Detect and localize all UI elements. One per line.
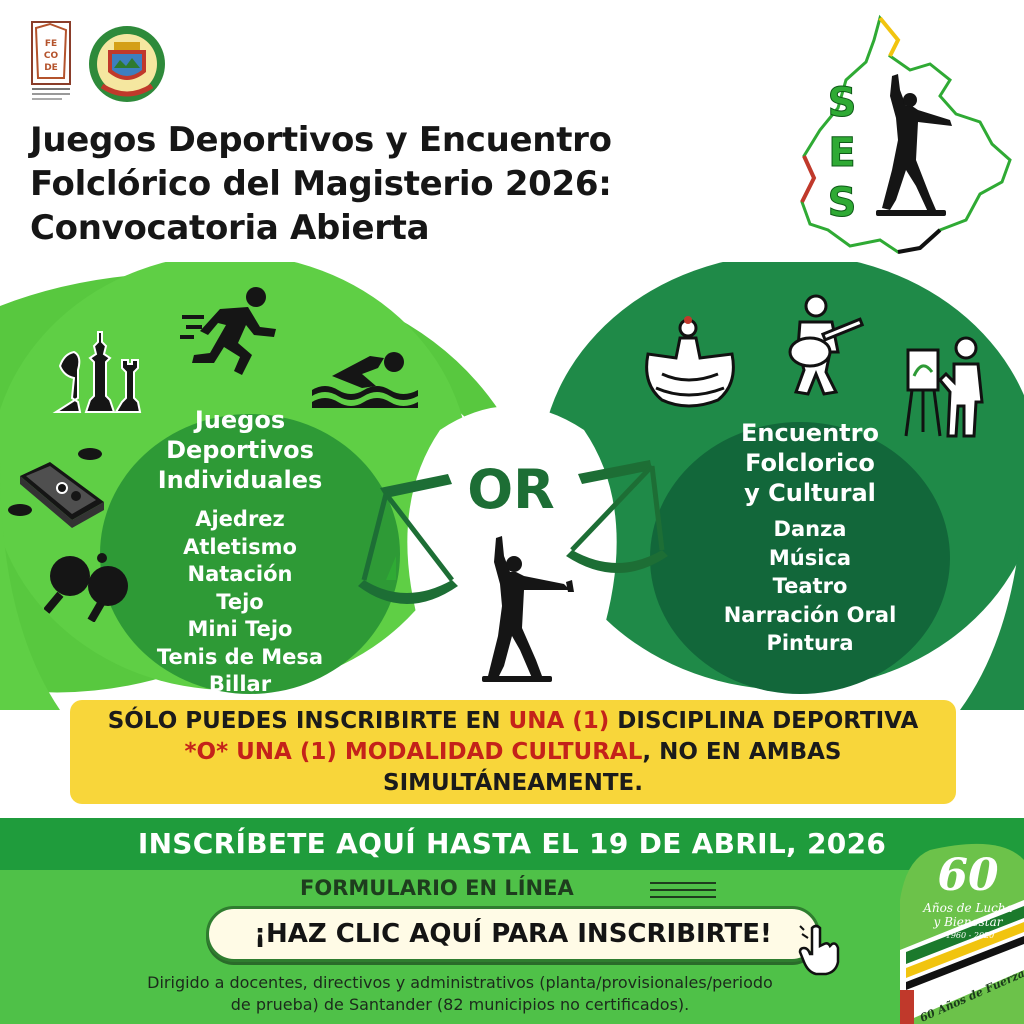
svg-text:S: S (827, 180, 857, 226)
warning-line: SIMULTÁNEAMENTE. (383, 770, 643, 796)
register-button-label[interactable]: ¡HAZ CLIC AQUÍ PARA INSCRIBIRTE! (254, 919, 772, 949)
decorative-lines (650, 880, 716, 900)
warning-segment: , NO EN AMBAS (642, 739, 842, 765)
badge-subtitle: y Bienestar (933, 915, 1003, 929)
list-item: Ajedrez (195, 507, 285, 531)
guitarist-icon (776, 292, 868, 396)
folk-dancer-icon (642, 314, 738, 414)
or-label: OR (467, 458, 555, 521)
sindicato-crest-icon (86, 22, 168, 106)
warning-highlight: UNA (1) (508, 708, 610, 734)
sports-title-line: Individuales (157, 466, 323, 494)
list-item: Billar (208, 672, 272, 696)
chess-icon (52, 326, 144, 416)
list-item: Música (768, 545, 852, 570)
list-item: Atletismo (183, 534, 297, 559)
title-line: Convocatoria Abierta (30, 208, 430, 248)
warning-segment: DISCIPLINA DEPORTIVA (609, 708, 919, 734)
svg-text:FE: FE (44, 39, 58, 49)
culture-title-line: y Cultural (744, 479, 876, 507)
list-item: Danza (773, 517, 847, 541)
ses-logo (780, 10, 1020, 270)
badge-years: 1960 - 2020 (945, 931, 995, 940)
sports-title (120, 405, 360, 495)
title-line: Folclórico del Magisterio 2026: (30, 164, 612, 204)
audience-text (100, 972, 820, 1016)
audience-line: Dirigido a docentes, directivos y administrativos (planta/provisionales/periodo (147, 973, 773, 992)
list-item: Pintura (766, 631, 854, 655)
svg-text:DE: DE (44, 63, 58, 73)
svg-text:E: E (828, 130, 856, 176)
culture-title-line: Encuentro (741, 419, 879, 447)
deadline-text: INSCRÍBETE AQUÍ HASTA EL 19 DE ABRIL, 2026 (137, 827, 887, 860)
fecode-logo (30, 20, 72, 106)
swimmer-icon (312, 336, 418, 408)
page-title (30, 118, 730, 250)
badge-number: 60 (937, 850, 999, 901)
runner-icon (180, 285, 280, 375)
warning-highlight: *O* UNA (1) MODALIDAD CULTURAL (184, 739, 643, 765)
list-item: Tenis de Mesa (156, 644, 324, 669)
sports-list (140, 506, 340, 699)
list-item: Mini Tejo (187, 617, 293, 641)
title-line: Juegos Deportivos y Encuentro (30, 120, 612, 160)
audience-line: de prueba) de Santander (82 municipios no certificados). (230, 995, 690, 1014)
badge-subtitle: Años de Lucha (923, 901, 1013, 915)
tejo-icon (6, 446, 116, 532)
form-label: FORMULARIO EN LÍNEA (300, 876, 574, 900)
warning-line (70, 706, 956, 737)
ping-pong-icon (44, 552, 136, 622)
sports-title-line: Deportivos (166, 436, 314, 464)
warning-segment: SÓLO PUEDES INSCRIBIRTE EN (107, 708, 509, 734)
list-item: Tejo (216, 589, 264, 614)
warning-text (70, 706, 956, 799)
svg-text:CO: CO (43, 51, 59, 61)
warning-line (70, 737, 956, 768)
culture-list (690, 515, 930, 658)
culture-title (690, 418, 930, 508)
worker-statue-icon (480, 532, 576, 684)
sports-title-line: Juegos (194, 406, 286, 434)
anniversary-badge (900, 840, 1024, 1024)
list-item: Teatro (772, 574, 848, 598)
pointer-hand-icon (798, 924, 842, 976)
list-item: Natación (187, 562, 293, 586)
list-item: Narración Oral (723, 602, 897, 627)
svg-text:S: S (827, 80, 857, 126)
culture-title-line: Folclorico (745, 449, 875, 477)
